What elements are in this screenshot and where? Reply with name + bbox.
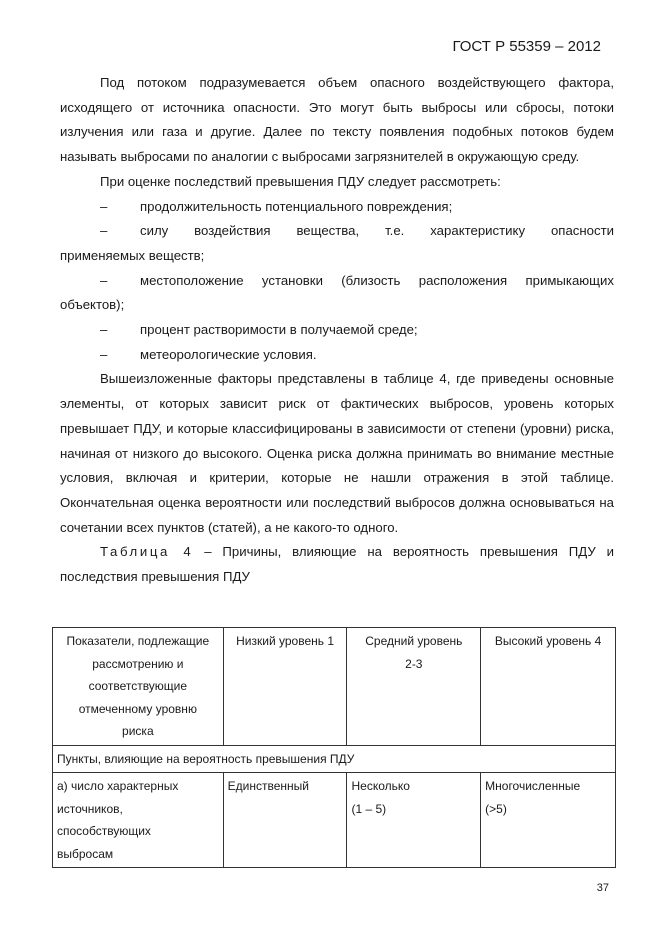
list-item-continuation: объектов); <box>60 297 125 313</box>
list-item-location <box>60 269 614 318</box>
table-section-row <box>53 745 616 773</box>
header-low-level: Низкий уровень 1 <box>223 628 347 746</box>
risk-factors-table <box>52 627 616 868</box>
list-dash: – <box>100 346 108 362</box>
section-probability: Пункты, влияющие на вероятность превышения ПДУ <box>53 745 616 773</box>
list-item-text: продолжительность потенциального повреждения; <box>140 198 453 214</box>
table-row <box>53 773 616 868</box>
cell-high: Многочисленные (>5) <box>481 773 616 868</box>
list-item-text: силу воздействия вещества, т.е. характеристику опасности <box>140 223 614 239</box>
list-item-text: метеорологические условия. <box>140 346 317 362</box>
page-number: 37 <box>596 882 609 894</box>
list-dash: – <box>100 198 108 214</box>
table-caption-label: Таблица 4 <box>100 544 194 560</box>
document-number: ГОСТ Р 55359 – 2012 <box>452 38 601 55</box>
header-indicators: Показатели, подлежащие рассмотрению и соответствующие отмеченному уровню риска <box>53 628 224 746</box>
table-caption <box>60 540 614 589</box>
cell-low: Единственный <box>223 773 347 868</box>
list-item-text: местоположение установки (близость расположения примыкающих <box>140 272 614 288</box>
table-header-row <box>53 628 616 746</box>
list-item-solubility <box>60 318 614 343</box>
list-item-duration <box>60 195 614 220</box>
list-dash: – <box>100 322 108 338</box>
cell-sources-count: а) число характерных источников, способствующих выбросам <box>53 773 224 868</box>
list-item-weather <box>60 343 614 368</box>
list-item-impact-force <box>60 219 614 268</box>
list-dash: – <box>100 223 108 239</box>
list-item-text: процент растворимости в получаемой среде; <box>140 322 418 338</box>
paragraph-factors-table: Вышеизложенные факторы представлены в таблице 4, где приведены основные элементы, от которых зависит риск от фактических выбросов, уровень которых превышает ПДУ, и которые классифицированы в зависимости от степени (уровни) риска, начиная от низкого до высокого. Оценка риска должна принимать во внимание местные условия, включая и критерии, которые не нашли отражения в этой таблице. Окончательная оценка вероятности или последствий выбросов должна основываться на сочетании всех пунктов (статей), а не какого-то одного. <box>60 371 614 535</box>
list-dash: – <box>100 272 108 288</box>
header-high-level: Высокий уровень 4 <box>481 628 616 746</box>
cell-medium: Несколько (1 – 5) <box>347 773 481 868</box>
list-item-continuation: применяемых веществ; <box>60 247 205 263</box>
header-medium-level: Средний уровень 2-3 <box>347 628 481 746</box>
body-text <box>60 71 614 590</box>
paragraph-flow-definition: Под потоком подразумевается объем опасного воздействующего фактора, исходящего от источника опасности. Это могут быть выбросы или сбросы, потоки излучения или газа и другие. Далее по тексту появления подобных потоков будем называть выбросами по аналогии с выбросами загрязнителей в окружающую среду. <box>60 75 614 165</box>
paragraph-consequences-intro: При оценке последствий превышения ПДУ следует рассмотреть: <box>100 173 501 189</box>
table-caption-text: – Причины, влияющие на вероятность превышения ПДУ и последствия превышения ПДУ <box>60 544 614 585</box>
